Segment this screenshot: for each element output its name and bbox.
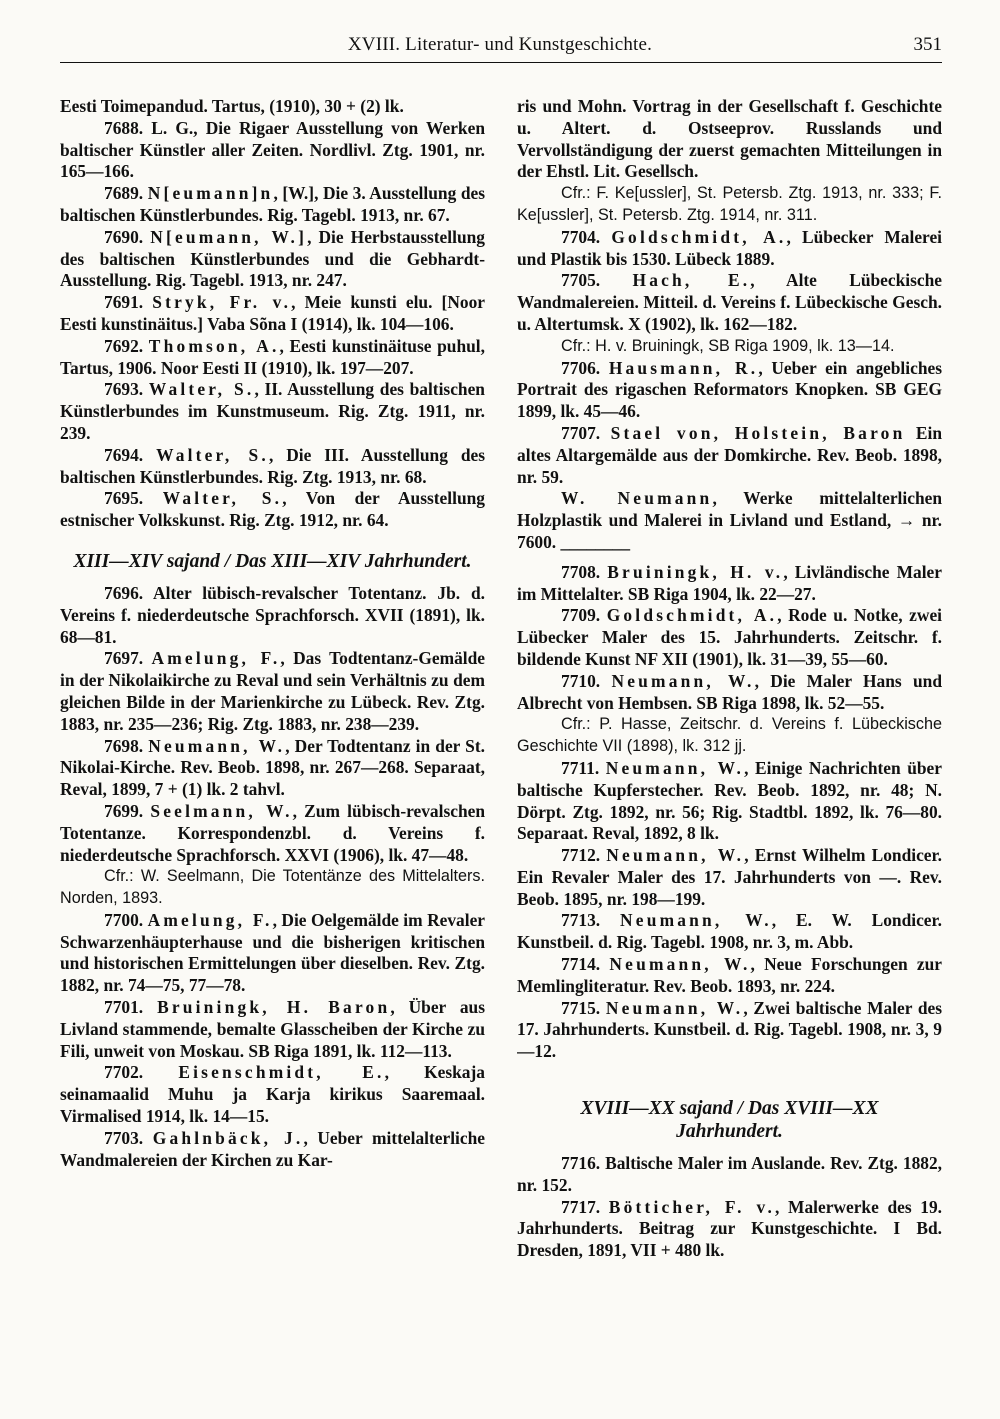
entry-7711 — [517, 758, 942, 845]
cross-reference: Cfr.: H. v. Bruiningk, SB Riga 1909, lk. 13—14. — [561, 336, 895, 355]
entry-number: 7715. — [561, 997, 601, 1018]
entry-author: W. Neumann — [561, 488, 713, 509]
entry-text: , Lübecker Malerei und Plastik bis 1530. Lübeck 1889. — [517, 226, 942, 269]
entry-text: , [W.], Die 3. Ausstellung des baltischen Künstlerbundes. Rig. Tagebl. 1913, nr. 67. — [60, 183, 485, 225]
entry-number: 7704. — [561, 226, 601, 247]
entry-number: 7689. — [104, 183, 144, 204]
entry-number: 7693. — [104, 379, 144, 400]
cross-reference: Cfr.: F. Ke[ussler], St. Petersb. Ztg. 1913, nr. 333; F. Ke[ussler], St. Petersb. Ztg. 1914, nr. 311. — [517, 184, 942, 224]
entry-7690 — [60, 227, 485, 292]
entry-continuation — [60, 96, 485, 118]
entry-number: 7691. — [104, 292, 144, 313]
entry-7701 — [60, 997, 485, 1062]
entry-text: , E. W. Londicer. Kunstbeil. d. Rig. Tagebl. 1908, nr. 3, m. Abb. — [517, 910, 942, 953]
entry-number: 7701. — [104, 997, 144, 1018]
entry-author: Neumann, W. — [605, 757, 745, 778]
entry-author: Bruiningk, H. Baron — [157, 997, 391, 1018]
entry-number: 7696. — [104, 582, 144, 603]
entry-7707 — [517, 423, 942, 488]
entry-text: Ein altes Altargemälde aus der Domkirche. Rev. Beob. 1898, nr. 59. — [517, 422, 942, 487]
entry-author: N[eumann, W.] — [150, 226, 308, 247]
entry-number: 7699. — [104, 800, 144, 821]
entry-text: , Die Oelgemälde im Revaler Schwarzenhäupterhause und die bisherigen kritischen und historischen Ermittelungen über dieselben. Rev. Ztg. 1882, nr. 74—75, 77—78. — [60, 909, 485, 996]
header-rule — [60, 62, 942, 63]
entry-7713 — [517, 910, 942, 954]
left-column — [60, 96, 485, 1386]
cross-reference: Cfr.: W. Seelmann, Die Totentänze des Mittelalters. Norden, 1893. — [60, 867, 485, 908]
entry-author: Neumann, W. — [609, 954, 751, 975]
entry-author: Neumann, W. — [605, 997, 744, 1018]
entry-7703 — [60, 1128, 485, 1172]
section-heading: XVIII—XX sajand / Das XVIII—XX Jahrhundert. — [580, 1098, 879, 1143]
entry-text: , Über aus Livland stammende, bemalte Glasscheiben der Kirche zu Fili, unweit von Moskau. SB Riga 1891, lk. 112—113. — [60, 997, 485, 1061]
entry-number: 7688. — [104, 117, 144, 138]
entry-author: Hach, E. — [632, 270, 751, 291]
entry-text: , Von der Ausstellung estnischer Volkskunst. Rig. Ztg. 1912, nr. 64. — [60, 488, 485, 531]
entry-author: Neumann, W. — [606, 845, 745, 866]
entry-text: , Der Todtentanz in der St. Nikolai-Kirche. Rev. Beob. 1898, nr. 267—268. Separaat, Reval, 1899, 7 + (1) lk. 2 tahvl. — [60, 735, 485, 800]
entry-text: , Die Maler Hans und Albrecht von Hembsen. SB Riga 1898, lk. 52—55. — [517, 670, 942, 713]
entry-number: 7710. — [561, 670, 601, 691]
entry-7712 — [517, 845, 942, 910]
entry-number: 7692. — [104, 335, 144, 356]
entry-number: 7695. — [104, 488, 144, 509]
entry-7693 — [60, 379, 485, 444]
entry-text: , Die III. Ausstellung des baltischen Künstlerbundes. Rig. Ztg. 1913, nr. 68. — [60, 444, 485, 487]
entry-7694 — [60, 445, 485, 489]
entry-number: 7716. — [561, 1153, 601, 1174]
entry-author: Seelmann, W. — [150, 800, 293, 821]
entry-7710 — [517, 671, 942, 715]
entry-author: Thomson, A. — [148, 335, 280, 356]
entry-text: Baltische Maler im Auslande. Rev. Ztg. 1882, nr. 152. — [517, 1153, 942, 1195]
page-number: 351 — [913, 34, 942, 55]
entry-text: , Zwei baltische Maler des 17. Jahrhunderts. Kunstbeil. d. Rig. Tagebl. 1908, nr. 3, 9—12. — [517, 997, 942, 1062]
entry-7689 — [60, 183, 485, 227]
entry-text: , Neue Forschungen zur Memlingliteratur. Rev. Beob. 1893, nr. 224. — [517, 954, 942, 996]
entry-author: Neumann, W. — [620, 910, 772, 931]
entry-number: 7697. — [104, 648, 144, 669]
entry-text: , Malerwerke des 19. Jahrhunderts. Beitrag zur Kunstgeschichte. I Bd. Dresden, 1891, VII + 480 lk. — [517, 1196, 942, 1261]
entry-7714 — [517, 954, 942, 998]
entry-7692 — [60, 336, 485, 380]
entry-author: Amelung, F. — [151, 648, 281, 669]
entry-author: Stael von, Holstein, Baron — [610, 422, 906, 443]
entry-number: 7717. — [561, 1196, 601, 1217]
entry-number: 7703. — [104, 1127, 144, 1148]
entry-number: 7705. — [561, 270, 601, 291]
entry-text: , Einige Nachrichten über baltische Kupferstecher. Rev. Beob. 1892, nr. 48; N. Dörpt. Ztg. 1892, nr. 56; Rig. Stadtbl. 1892, lk. 76—80. Separaat. Reval, 1892, 8 lk. — [517, 757, 942, 844]
entry-text: ris und Mohn. Vortrag in der Gesellschaft f. Geschichte u. Altert. d. Ostseeprov. Russlands und Vervollständigung der zuerst gemachten Mitteilungen in der Ehstl. Lit. Gesellsch. — [517, 96, 942, 182]
entry-text: , Ernst Wilhelm Londicer. Ein Revaler Maler des 17. Jahrhunderts von —. Rev. Beob. 1895, nr. 198—199. — [517, 845, 942, 909]
entry-author: Goldschmidt, A. — [611, 226, 787, 247]
entry-7706 — [517, 358, 942, 423]
entry-7699 — [60, 801, 485, 866]
entry-7691 — [60, 292, 485, 336]
entry-text: , Livländische Maler im Mittelalter. SB Riga 1904, lk. 22—27. — [517, 561, 942, 604]
entry-author: Walter, S. — [148, 379, 255, 400]
entry-number: 7698. — [104, 735, 144, 756]
entry-7715 — [517, 998, 942, 1063]
entry-text: L. G., Die Rigaer Ausstellung von Werken baltischer Künstler aller Zeiten. Nordlivl. Ztg. 1901, nr. 165—166. — [60, 117, 485, 182]
entry-7707-addendum — [517, 488, 942, 553]
entry-author: Goldschmidt, A. — [606, 605, 778, 626]
entry-7697 — [60, 648, 485, 735]
running-title: XVIII. Literatur- und Kunstgeschichte. — [347, 34, 653, 55]
entry-number: 7711. — [561, 757, 600, 778]
entry-author: Walter, S. — [162, 488, 283, 509]
entry-text: , Eesti kunstinäituse puhul, Tartus, 1906. Noor Eesti II (1910), lk. 197—207. — [60, 335, 485, 378]
entry-author: Hausmann, R. — [608, 357, 759, 378]
entry-continuation — [517, 96, 942, 183]
entry-7709 — [517, 605, 942, 670]
entry-number: 7694. — [104, 444, 144, 465]
entry-author: N[eumann]n — [147, 183, 274, 204]
right-column — [517, 96, 942, 1386]
entry-text: , Ueber ein angebliches Portrait des rigaschen Reformators Knopken. SB GEG 1899, lk. 45—46. — [517, 357, 942, 422]
entry-text: , Zum lübisch-revalschen Totentanze. Korrespondenzbl. d. Vereins f. niederdeutsche Sprachforsch. XXVI (1906), lk. 47—48. — [60, 800, 485, 865]
entry-text: , Meie kunsti elu. [Noor Eesti kunstinäitus.] Vaba Sõna I (1914), lk. 104—106. — [60, 292, 485, 334]
entry-7708 — [517, 562, 942, 606]
entry-text: , Das Todtentanz-Gemälde in der Nikolaikirche zu Reval und sein Verhältnis zu dem gleichen Bilde in der Marienkirche zu Lübeck. Rev. Ztg. 1883, nr. 235—236; Rig. Ztg. 1883, nr. 238—239. — [60, 648, 485, 734]
entry-author: Stryk, Fr. v. — [152, 292, 292, 313]
entry-7705 — [517, 270, 942, 335]
entry-author: Bruiningk, H. v. — [607, 561, 784, 582]
entry-7704 — [517, 227, 942, 271]
entry-number: 7702. — [104, 1062, 144, 1083]
entry-7700 — [60, 910, 485, 997]
entry-author: Bötticher, F. v. — [608, 1196, 776, 1217]
entry-7698 — [60, 736, 485, 801]
entry-7696 — [60, 583, 485, 648]
entry-number: 7709. — [561, 605, 601, 626]
entry-text: Alter lübisch-revalscher Totentanz. Jb. d. Vereins f. niederdeutsche Sprachforsch. XVII (1891), lk. 68—81. — [60, 582, 485, 647]
entry-number: 7714. — [561, 954, 601, 975]
entry-7688 — [60, 118, 485, 183]
entry-7695 — [60, 488, 485, 532]
entry-number: 7713. — [561, 910, 601, 931]
entry-7716 — [517, 1153, 942, 1197]
entry-number: 7708. — [561, 561, 601, 582]
running-header — [0, 34, 1000, 58]
entry-text: , Werke mittelalterlichen Holzplastik und Malerei in Livland und Estland, → nr. 7600. ________ — [517, 488, 942, 552]
entry-text: , Alte Lübeckische Wandmalereien. Mitteil. d. Vereins f. Lübeckische Gesch. u. Altertumsk. X (1902), lk. 162—182. — [517, 270, 942, 334]
entry-number: 7712. — [561, 845, 601, 866]
entry-number: 7690. — [104, 226, 144, 247]
entry-7702 — [60, 1062, 485, 1127]
entry-number: 7700. — [104, 909, 144, 930]
entry-author: Neumann, W. — [611, 670, 755, 691]
entry-author: Gahlnbäck, J. — [152, 1127, 304, 1148]
cross-reference: Cfr.: P. Hasse, Zeitschr. d. Vereins f. Lübeckische Geschichte VII (1898), lk. 312 jj. — [517, 715, 942, 756]
entry-text: , Rode u. Notke, zwei Lübecker Maler des 15. Jahrhunderts. Zeitschr. f. bildende Kunst NF XII (1901), lk. 31—39, 55—60. — [517, 605, 942, 669]
entry-author: Amelung, F. — [147, 909, 273, 930]
entry-text: Eesti Toimepandud. Tartus, (1910), 30 + (2) lk. — [60, 96, 404, 116]
section-heading: XIII—XIV sajand / Das XIII—XIV Jahrhundert. — [73, 550, 472, 572]
entry-author: Eisenschmidt, E. — [178, 1062, 385, 1083]
entry-number: 7707. — [561, 422, 601, 443]
entry-author: Neumann, W. — [148, 735, 286, 756]
entry-author: Walter, S. — [156, 444, 269, 465]
entry-text: , II. Ausstellung des baltischen Künstlerbundes im Kunstmuseum. Rig. Ztg. 1911, nr. 239. — [60, 379, 485, 443]
entry-text: , Die Herbstausstellung des baltischen Künstlerbundes und die Gebhardt-Ausstellung. Rig. Tagebl. 1913, nr. 247. — [60, 226, 485, 291]
entry-text: , Keskaja seinamaalid Muhu ja Karja kirikus Saaremaal. Virmalised 1914, lk. 14—15. — [60, 1062, 485, 1127]
entry-number: 7706. — [561, 357, 601, 378]
entry-7717 — [517, 1197, 942, 1262]
entry-text: , Ueber mittelalterliche Wandmalereien der Kirchen zu Kar- — [60, 1127, 485, 1170]
separator-space — [517, 554, 942, 562]
